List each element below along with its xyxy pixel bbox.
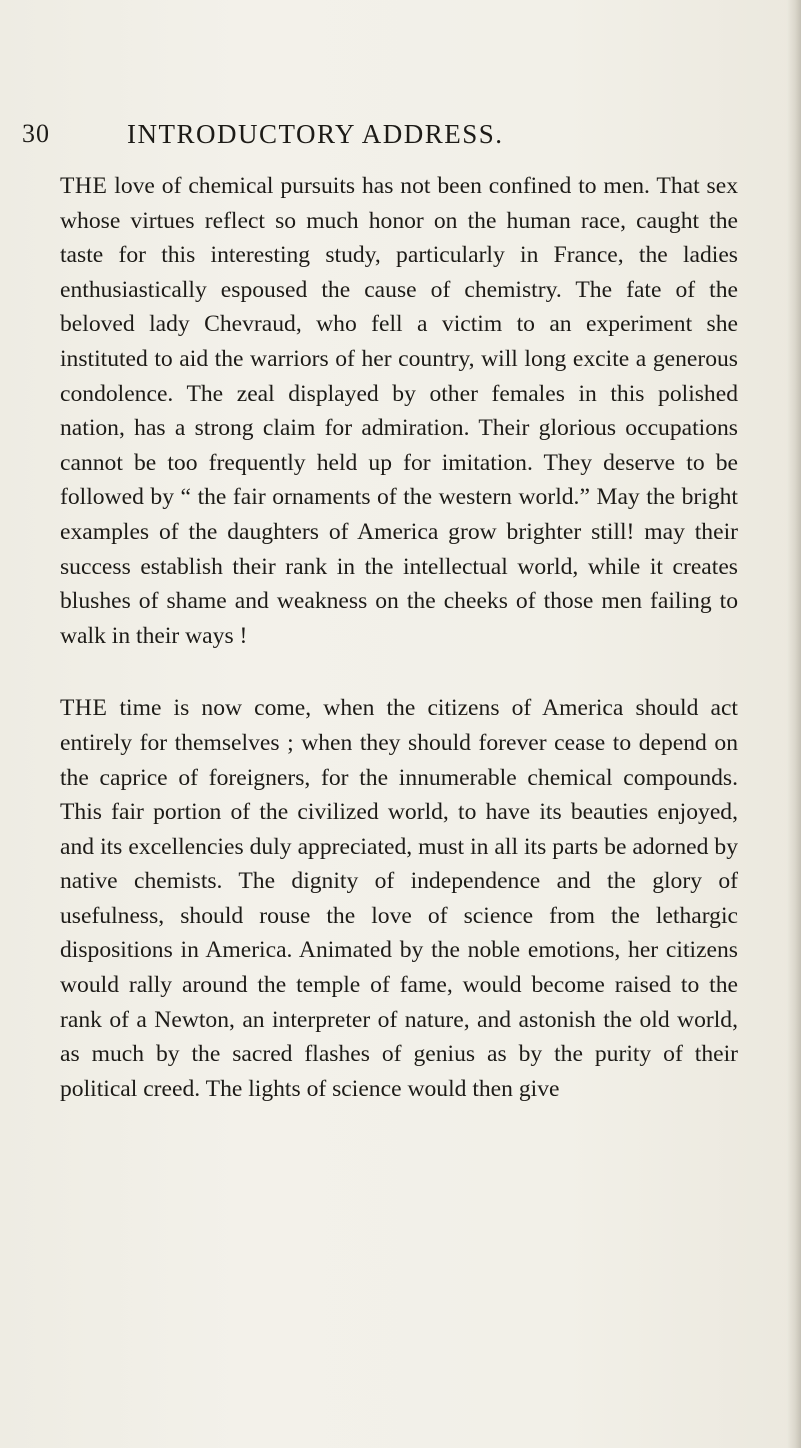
paragraph-text: love of chemical pursuits has not been confined to men. That sex whose virtues reflect so much honor on the human race, caught the taste for this interesting study, particularly in France, the ladies enthusiastically espoused the cause of chemistry. The fate of the beloved lady Chevraud, who fell a victim to an experiment she instituted to aid the warriors of her country, will long excite a generous condolence. The zeal displayed by other females in this polished nation, has a strong claim for admiration. Their glorious occupations cannot be too frequently held up for imitation. They deserve to be followed by “ the fair ornaments of the western world.” May the bright examples of the daughters of America grow brighter still! may their success establish their rank in the intellectual world, while it creates blushes of shame and weakness on the cheeks of those men failing to walk in their ways ! [60,173,738,649]
paragraph-lead-word: THE [60,695,108,722]
paragraph-2 [60,691,738,1106]
paragraph-text: time is now come, when the citizens of America should act entirely for themselves ; when they should forever cease to depend on the caprice of foreigners, for the innumerable chemical compounds. This fair portion of the civilized world, to have its beauties enjoyed, and its excellencies duly appreciated, must in all its parts be adorned by native chemists. The dignity of independence and the glory of usefulness, should rouse the love of science from the lethargic dispositions in America. Animated by the noble emotions, her citizens would rally around the temple of fame, would become raised to the rank of a Newton, an interpreter of nature, and astonish the old world, as much by the sacred flashes of genius as by the purity of their political creed. The lights of science would then give [60,695,738,1102]
body-text [60,169,738,1106]
paragraph-lead-word: THE [60,173,108,199]
page-header [22,119,782,159]
paragraph-1 [60,169,738,653]
running-head: INTRODUCTORY ADDRESS. [127,119,504,149]
page-edge-shadow [787,0,801,1448]
page-number: 30 [22,119,50,148]
